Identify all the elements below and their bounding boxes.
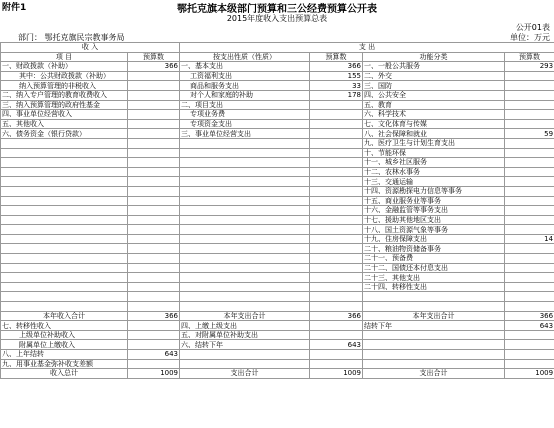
cell-a (1, 148, 128, 158)
cell-a: 本年收入合计 (1, 311, 128, 321)
cell-e: 二十三、其他支出 (363, 273, 505, 283)
income-header: 收 入 (1, 43, 180, 53)
cell-e: 十八、国土资源气象等事务 (363, 225, 505, 235)
cell-c: 二、项目支出 (180, 100, 310, 110)
nature-header: 按支出性质（性质） (180, 52, 310, 62)
cell-c: 五、对附属单位补助支出 (180, 330, 310, 340)
cell-f (505, 244, 554, 254)
cell-f (505, 186, 554, 196)
cell-a (1, 206, 128, 216)
cell-c: 一、基本支出 (180, 62, 310, 72)
cell-e: 二十、粮油物资储备事务 (363, 244, 505, 254)
table-row (1, 71, 554, 81)
cell-d: 366 (310, 311, 363, 321)
cell-b (128, 273, 180, 283)
cell-b (128, 263, 180, 273)
cell-a: 纳入预算管理的非税收入 (1, 81, 128, 91)
cell-d (310, 186, 363, 196)
cell-e: 结转下年 (363, 321, 505, 331)
cell-a (1, 215, 128, 225)
table-row (1, 148, 554, 158)
cell-c (180, 282, 310, 292)
cell-c (180, 215, 310, 225)
cell-b (128, 148, 180, 158)
cell-a (1, 244, 128, 254)
table-row (1, 100, 554, 110)
cell-a: 三、纳入预算管理的政府性基金 (1, 100, 128, 110)
cell-a: 九、用事业基金弥补收支差额 (1, 359, 128, 369)
cell-b (128, 340, 180, 350)
cell-b (128, 100, 180, 110)
cell-d: 33 (310, 81, 363, 91)
attachment-label: 附件1 (2, 3, 27, 13)
cell-f (505, 148, 554, 158)
cell-e (363, 292, 505, 302)
cell-d: 155 (310, 71, 363, 81)
cell-a (1, 234, 128, 244)
table-row (1, 292, 554, 302)
department-label: 部门： 鄂托克旗民宗教事务局 (18, 33, 125, 42)
cell-e: 十九、住房保障支出 (363, 234, 505, 244)
cell-a (1, 158, 128, 168)
function-budget-header: 预算数 (505, 52, 554, 62)
cell-a (1, 302, 128, 312)
cell-a (1, 186, 128, 196)
cell-e (363, 330, 505, 340)
cell-b (128, 167, 180, 177)
function-header: 功能分类 (363, 52, 505, 62)
budget-table (0, 42, 554, 379)
cell-f (505, 225, 554, 235)
cell-f (505, 330, 554, 340)
cell-e (363, 340, 505, 350)
cell-a: 四、事业单位经营收入 (1, 110, 128, 120)
cell-d (310, 254, 363, 264)
cell-b: 366 (128, 311, 180, 321)
cell-c (180, 302, 310, 312)
cell-e: 六、科学技术 (363, 110, 505, 120)
table-row (1, 119, 554, 129)
cell-f (505, 167, 554, 177)
cell-c: 商品和服务支出 (180, 81, 310, 91)
cell-a: 收入总计 (1, 369, 128, 379)
cell-b (128, 225, 180, 235)
cell-d (310, 110, 363, 120)
cell-e: 二十二、国债还本付息支出 (363, 263, 505, 273)
cell-f: 366 (505, 311, 554, 321)
cell-b (128, 186, 180, 196)
table-row (1, 81, 554, 91)
cell-c: 三、事业单位经营支出 (180, 129, 310, 139)
cell-b (128, 206, 180, 216)
cell-d (310, 292, 363, 302)
table-row (1, 311, 554, 321)
cell-b (128, 138, 180, 148)
cell-e: 二、外交 (363, 71, 505, 81)
cell-e: 七、文化体育与传媒 (363, 119, 505, 129)
cell-f (505, 254, 554, 264)
cell-c (180, 359, 310, 369)
table-row (1, 244, 554, 254)
cell-f (505, 340, 554, 350)
nature-budget-header: 预算数 (310, 52, 363, 62)
cell-e: 十六、金融监管等事务支出 (363, 206, 505, 216)
cell-f (505, 110, 554, 120)
table-row (1, 273, 554, 283)
cell-a (1, 263, 128, 273)
cell-e: 本年支出合计 (363, 311, 505, 321)
cell-f: 1009 (505, 369, 554, 379)
table-row (1, 330, 554, 340)
cell-b (128, 244, 180, 254)
page-subtitle: 2015年度收入支出预算总表 (226, 14, 328, 23)
expense-header: 支 出 (180, 43, 554, 53)
table-row (1, 225, 554, 235)
cell-a (1, 177, 128, 187)
cell-b: 643 (128, 350, 180, 360)
table-row (1, 254, 554, 264)
cell-b (128, 81, 180, 91)
cell-c (180, 138, 310, 148)
cell-c (180, 292, 310, 302)
cell-d (310, 129, 363, 139)
table-row (1, 158, 554, 168)
header-row-1 (1, 43, 554, 53)
cell-f (505, 215, 554, 225)
cell-a: 附属单位上缴收入 (1, 340, 128, 350)
header-row-2 (1, 52, 554, 62)
cell-c (180, 234, 310, 244)
cell-c: 四、上缴上级支出 (180, 321, 310, 331)
cell-b: 366 (128, 62, 180, 72)
cell-f (505, 273, 554, 283)
cell-c: 专项资金支出 (180, 119, 310, 129)
cell-e: 支出合计 (363, 369, 505, 379)
cell-d (310, 282, 363, 292)
cell-e (363, 302, 505, 312)
cell-f (505, 350, 554, 360)
cell-e: 五、教育 (363, 100, 505, 110)
cell-e: 十三、交通运输 (363, 177, 505, 187)
cell-d: 178 (310, 90, 363, 100)
cell-d (310, 359, 363, 369)
cell-e: 十四、资源勘探电力信息等事务 (363, 186, 505, 196)
cell-d (310, 138, 363, 148)
cell-f (505, 158, 554, 168)
cell-b (128, 110, 180, 120)
cell-b (128, 321, 180, 331)
table-row (1, 110, 554, 120)
cell-b (128, 158, 180, 168)
cell-b (128, 282, 180, 292)
cell-e: 十七、援助其他地区支出 (363, 215, 505, 225)
cell-b (128, 90, 180, 100)
cell-c (180, 186, 310, 196)
cell-e: 二十一、预备费 (363, 254, 505, 264)
cell-e: 八、社会保障和就业 (363, 129, 505, 139)
cell-d (310, 196, 363, 206)
item-header: 项 目 (1, 52, 128, 62)
cell-c (180, 167, 310, 177)
cell-b (128, 302, 180, 312)
cell-a: 其中：公共财政拨款（补助） (1, 71, 128, 81)
cell-c (180, 254, 310, 264)
cell-d (310, 263, 363, 273)
cell-e: 十一、城乡社区服务 (363, 158, 505, 168)
cell-f (505, 119, 554, 129)
cell-f (505, 100, 554, 110)
cell-c: 专项业务费 (180, 110, 310, 120)
cell-a (1, 196, 128, 206)
cell-d (310, 273, 363, 283)
cell-c: 工资福利支出 (180, 71, 310, 81)
cell-c (180, 225, 310, 235)
unit-label: 单位：万元 (510, 33, 550, 42)
cell-d: 1009 (310, 369, 363, 379)
cell-c: 支出合计 (180, 369, 310, 379)
cell-c (180, 196, 310, 206)
cell-b (128, 330, 180, 340)
cell-e (363, 350, 505, 360)
table-row (1, 167, 554, 177)
cell-a: 六、债务资金（银行贷款） (1, 129, 128, 139)
cell-e: 十五、商业服务业等事务 (363, 196, 505, 206)
cell-a (1, 292, 128, 302)
cell-e: 二十四、转移性支出 (363, 282, 505, 292)
cell-f (505, 282, 554, 292)
table-row (1, 138, 554, 148)
cell-d (310, 321, 363, 331)
cell-c: 对个人和家庭的补助 (180, 90, 310, 100)
cell-a (1, 225, 128, 235)
cell-b (128, 196, 180, 206)
cell-a (1, 138, 128, 148)
table-row (1, 263, 554, 273)
cell-b (128, 292, 180, 302)
table-row (1, 369, 554, 379)
cell-d (310, 177, 363, 187)
cell-d (310, 244, 363, 254)
cell-d (310, 302, 363, 312)
cell-d (310, 350, 363, 360)
cell-c: 六、结转下年 (180, 340, 310, 350)
cell-f (505, 196, 554, 206)
cell-a: 上级单位补助收入 (1, 330, 128, 340)
cell-a: 八、上年结转 (1, 350, 128, 360)
cell-e: 十二、农林水事务 (363, 167, 505, 177)
table-row (1, 215, 554, 225)
table-row (1, 359, 554, 369)
cell-f (505, 177, 554, 187)
cell-c (180, 244, 310, 254)
cell-a (1, 282, 128, 292)
cell-e: 十、节能环保 (363, 148, 505, 158)
cell-f (505, 71, 554, 81)
cell-b: 1009 (128, 369, 180, 379)
cell-d (310, 234, 363, 244)
cell-a: 五、其他收入 (1, 119, 128, 129)
cell-d (310, 215, 363, 225)
cell-d (310, 148, 363, 158)
cell-a (1, 167, 128, 177)
table-row (1, 340, 554, 350)
table-row (1, 321, 554, 331)
cell-e (363, 359, 505, 369)
cell-d: 366 (310, 62, 363, 72)
cell-b (128, 129, 180, 139)
table-row (1, 186, 554, 196)
cell-c (180, 273, 310, 283)
cell-d (310, 100, 363, 110)
table-row (1, 177, 554, 187)
cell-a: 七、转移性收入 (1, 321, 128, 331)
cell-c (180, 177, 310, 187)
cell-d: 643 (310, 340, 363, 350)
table-row (1, 302, 554, 312)
cell-b (128, 215, 180, 225)
cell-e: 四、公共安全 (363, 90, 505, 100)
cell-b (128, 254, 180, 264)
cell-d (310, 119, 363, 129)
table-row (1, 129, 554, 139)
cell-c (180, 148, 310, 158)
cell-b (128, 234, 180, 244)
cell-a: 二、纳入专户管理的教育收费收入 (1, 90, 128, 100)
form-number: 公开01表 (515, 23, 550, 32)
cell-f (505, 302, 554, 312)
cell-f: 14 (505, 234, 554, 244)
cell-f (505, 292, 554, 302)
cell-a (1, 273, 128, 283)
cell-e: 三、国防 (363, 81, 505, 91)
cell-f (505, 90, 554, 100)
table-row (1, 196, 554, 206)
table-row (1, 234, 554, 244)
table-row (1, 206, 554, 216)
cell-f (505, 359, 554, 369)
cell-f (505, 206, 554, 216)
cell-f (505, 263, 554, 273)
cell-f: 293 (505, 62, 554, 72)
cell-f (505, 81, 554, 91)
cell-e: 九、医疗卫生与计划生育支出 (363, 138, 505, 148)
page-title: 鄂托克旗本级部门预算和三公经费预算公开表 (177, 4, 377, 15)
cell-c (180, 158, 310, 168)
cell-d (310, 225, 363, 235)
cell-b (128, 359, 180, 369)
cell-d (310, 206, 363, 216)
cell-a (1, 254, 128, 264)
income-budget-header: 预算数 (128, 52, 180, 62)
cell-c (180, 206, 310, 216)
cell-a: 一、财政拨款（补助） (1, 62, 128, 72)
cell-d (310, 167, 363, 177)
cell-b (128, 71, 180, 81)
cell-f: 59 (505, 129, 554, 139)
table-row (1, 90, 554, 100)
cell-f (505, 138, 554, 148)
table-row (1, 62, 554, 72)
cell-b (128, 119, 180, 129)
cell-d (310, 330, 363, 340)
cell-c (180, 263, 310, 273)
table-row (1, 282, 554, 292)
cell-c (180, 350, 310, 360)
table-row (1, 350, 554, 360)
cell-f: 643 (505, 321, 554, 331)
cell-d (310, 158, 363, 168)
cell-c: 本年支出合计 (180, 311, 310, 321)
cell-b (128, 177, 180, 187)
cell-e: 一、一般公共服务 (363, 62, 505, 72)
